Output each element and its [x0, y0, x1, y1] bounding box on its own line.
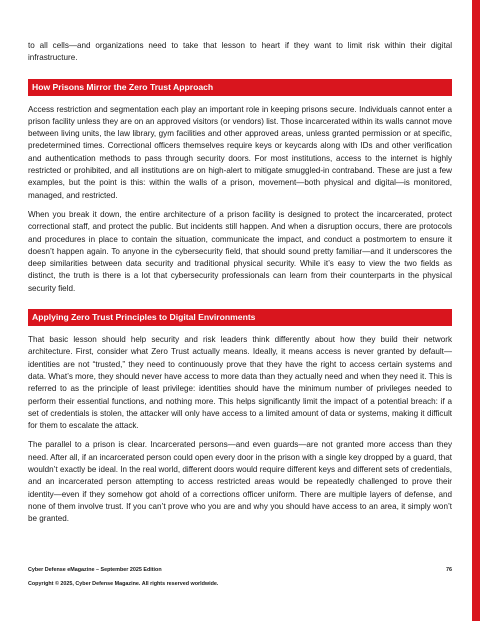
article-body [28, 40, 452, 533]
footer-edition: Cyber Defense eMagazine – September 2025 Edition [28, 567, 162, 573]
intro-paragraph: to all cells—and organizations need to take that lesson to heart if they want to limit risk within their digital infrastructure. [28, 41, 452, 63]
paragraph-prison-architecture: When you break it down, the entire architecture of a prison facility is designed to protect the incarcerated, protect correctional staff, and protect the public. But incidents still happen. And when a disruption occurs, there are protocols and procedures in place to contain the situation, communicate the impact, and conduct a postmortem to ensure it doesn’t happen again. To anyone in the cybersecurity field, that should sound pretty familiar—and it underscores the deep similarities between data security and traditional physical security. While it’s easy to view the two fields as distinct, the truth is there is a lot that cybersecurity professionals can learn from their counterparts in the physical security field. [28, 209, 452, 293]
page-footer [28, 567, 452, 587]
paragraph-prison-parallel: The parallel to a prison is clear. Incarcerated persons—and even guards—are not granted more access than they need. After all, if an incarcerated person could open every door in the prison with a single key dropped by a guard, that wouldn’t exactly be ideal. In the real world, different doors would require different keys and different sets of credentials, and an incarcerated person attempting to access restricted areas would be repeatedly challenged to prove their identity—even if they somehow got ahold of a corrections officer uniform. There are multiple layers of defense, and none of them involve trust. If you can’t prove who you are and why you should have access to an area, it simply won’t be granted. [28, 440, 452, 524]
page-accent-bar [472, 0, 480, 621]
footer-edition-row [28, 567, 452, 573]
footer-copyright: Copyright © 2025, Cyber Defense Magazine. All rights reserved worldwide. [28, 581, 219, 587]
section-heading-prisons-zero-trust: How Prisons Mirror the Zero Trust Approach [28, 79, 452, 96]
paragraph-access-restriction: Access restriction and segmentation each play an important role in keeping prisons secure. Individuals cannot enter a prison facility unless they are on an approved visitors (or vendors) list. Those incarcerated within its walls cannot move between living units, the law library, gym facilities and other approved areas, unless granted permission or at specific, predetermined times. Correctional officers themselves require keys or keycards along with IDs and other verification and authentication methods to pass through security doors. For most institutions, access to the internet is highly restricted or prohibited, and all institutions are on high-alert to mitigate smuggled-in contraband. These are just a few examples, but the point is this: within the walls of a prison, movement—both physical and digital—is monitored, managed, and restricted. [28, 104, 452, 200]
section-heading-digital-environments: Applying Zero Trust Principles to Digital Environments [28, 309, 452, 326]
page-number: 76 [446, 567, 452, 573]
paragraph-basic-lesson: That basic lesson should help security and risk leaders think differently about how they build their network architecture. First, consider what Zero Trust actually means. Ideally, it means access is never granted by default—identities are not “trusted,” they need to continuously prove that they have the right to access certain systems and data. What’s more, they should never have access to more data than they actually need and when they need it. This is referred to as the principle of least privilege: identities should have the minimum number of privileges needed to perform their essential functions, and nothing more. This helps significantly limit the impact of a potential breach: if a set of credentials is stolen, the attacker will only have access to a limited amount of data or systems, making it difficult for them to escalate the attack. [28, 335, 452, 431]
